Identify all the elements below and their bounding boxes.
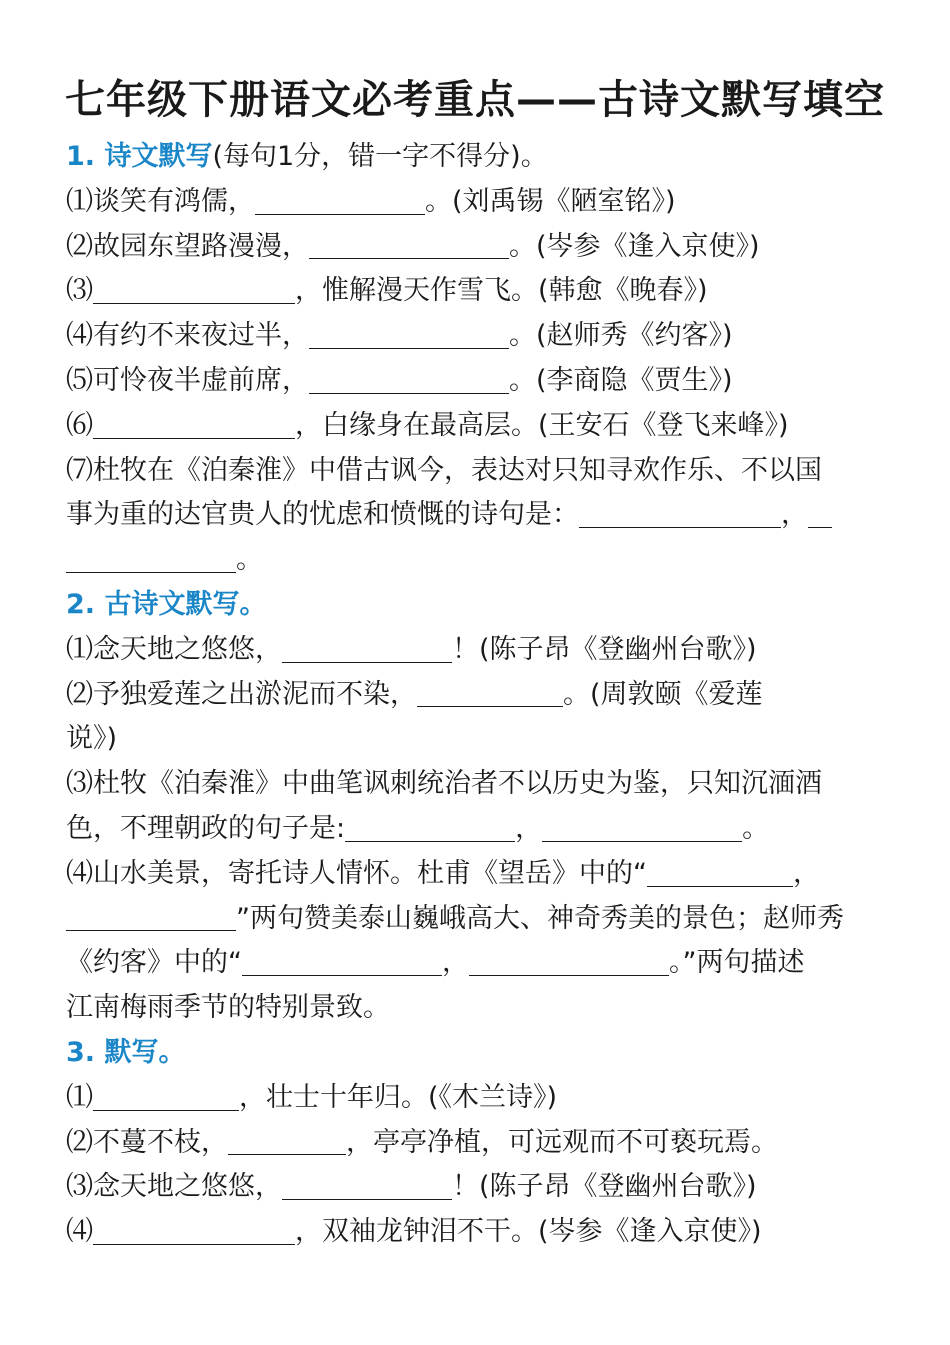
question-text: ！(陈子昂《登幽州台歌》) (452, 633, 757, 665)
question-number: ⑵ (66, 1126, 93, 1158)
question-text: 。(周敦颐《爱莲 (563, 678, 763, 710)
separator: ， (442, 947, 469, 979)
question-text: 说》) (66, 723, 118, 755)
question-item (66, 359, 888, 404)
answer-blank[interactable] (345, 812, 515, 841)
question-item-continued (66, 493, 888, 538)
page-title: 七年级下册语文必考重点——古诗文默写填空 (65, 77, 885, 123)
question-number: ⑵ (66, 230, 93, 262)
answer-blank[interactable] (93, 1081, 239, 1110)
question-number: ⑶ (66, 275, 93, 307)
worksheet-content (66, 135, 888, 1255)
question-item-continued (66, 807, 888, 852)
question-text: ，亭亭净植，可远观而不可亵玩焉。 (346, 1126, 778, 1158)
question-item (66, 762, 888, 807)
question-text: 谈笑有鸿儒， (93, 185, 255, 217)
section-heading (66, 583, 888, 628)
question-item (66, 1076, 888, 1121)
question-text: 。 (236, 544, 263, 576)
question-text: 不蔓不枝， (93, 1126, 228, 1158)
question-text: 念天地之悠悠， (93, 633, 282, 665)
question-text: 山水美景，寄托诗人情怀。杜甫《望岳》中的“ (93, 857, 647, 889)
question-text: 事为重的达官贵人的忧虑和愤慨的诗句是： (66, 499, 579, 531)
question-item (66, 1121, 888, 1166)
section-heading (66, 1031, 888, 1076)
question-number: ⑴ (66, 1081, 93, 1113)
answer-blank[interactable] (309, 320, 509, 349)
question-number: ⑴ (66, 185, 93, 217)
question-text: 色，不理朝政的句子是: (66, 812, 346, 844)
question-item (66, 180, 888, 225)
section-heading (66, 135, 888, 180)
question-text: 。(赵师秀《约客》) (509, 320, 733, 352)
section-title: 2. 古诗文默写。 (66, 588, 267, 620)
question-item-continued (66, 986, 888, 1031)
answer-blank[interactable] (66, 902, 236, 931)
answer-blank[interactable] (417, 678, 563, 707)
answer-blank[interactable] (93, 1216, 295, 1245)
question-text: 故园东望路漫漫， (93, 230, 309, 262)
answer-blank[interactable] (469, 947, 669, 976)
question-text: ，双袖龙钟泪不干。(岑参《逢入京使》) (295, 1216, 762, 1248)
question-item-continued (66, 941, 888, 986)
question-text: 。(岑参《逢入京使》) (509, 230, 760, 262)
question-item-continued (66, 538, 888, 583)
answer-blank[interactable] (93, 275, 295, 304)
answer-blank[interactable] (282, 633, 452, 662)
section-title: 3. 默写。 (66, 1036, 186, 1068)
question-text: 有约不来夜过半， (93, 320, 309, 352)
question-item (66, 1165, 888, 1210)
answer-blank[interactable] (282, 1171, 452, 1200)
answer-blank[interactable] (255, 185, 425, 214)
question-item (66, 673, 888, 718)
question-text: ！(陈子昂《登幽州台歌》) (452, 1171, 757, 1203)
question-text: 《约客》中的“ (66, 947, 242, 979)
question-text: 。 (742, 812, 770, 844)
question-text: 可怜夜半虚前席， (93, 364, 309, 396)
question-text: 予独爱莲之出淤泥而不染， (93, 678, 417, 710)
question-text: ，白缘身在最高层。(王安石《登飞来峰》) (295, 409, 789, 441)
section-note: (每句1分，错一字不得分)。 (212, 141, 548, 172)
answer-blank[interactable] (647, 857, 793, 886)
question-text: 。(李商隐《贾生》) (509, 364, 733, 396)
separator: ， (793, 857, 820, 889)
question-text: ”两句赞美泰山巍峨高大、神奇秀美的景色；赵师秀 (236, 902, 844, 934)
question-number: ⑺ (66, 454, 93, 486)
answer-blank[interactable] (242, 947, 442, 976)
question-number: ⑸ (66, 364, 93, 396)
question-number: ⑵ (66, 678, 93, 710)
question-text: 。(刘禹锡《陋室铭》) (425, 185, 676, 217)
question-text: 杜牧在《泊秦淮》中借古讽今，表达对只知寻欢作乐、不以国 (93, 454, 822, 486)
question-text: 杜牧《泊秦淮》中曲笔讽刺统治者不以历史为鉴，只知沉湎酒 (93, 768, 822, 800)
question-item (66, 314, 888, 359)
section-title: 1. 诗文默写 (66, 141, 213, 172)
separator: ， (781, 499, 808, 531)
question-item (66, 449, 888, 494)
question-text: ，壮士十年归。(《木兰诗》) (239, 1081, 558, 1113)
answer-blank[interactable] (808, 499, 832, 528)
question-item (66, 1210, 888, 1255)
question-item-continued (66, 897, 888, 942)
question-number: ⑶ (66, 768, 93, 800)
separator: ， (515, 812, 543, 844)
question-item-continued (66, 717, 888, 762)
question-number: ⑹ (66, 409, 93, 441)
question-text: 江南梅雨季节的特别景致。 (66, 992, 390, 1024)
question-text: ，惟解漫天作雪飞。(韩愈《晚春》) (295, 275, 708, 307)
question-number: ⑶ (66, 1171, 93, 1203)
answer-blank[interactable] (542, 812, 742, 841)
question-number: ⑷ (66, 857, 93, 889)
question-item (66, 852, 888, 897)
answer-blank[interactable] (93, 409, 295, 438)
question-item (66, 404, 888, 449)
question-number: ⑷ (66, 1216, 93, 1248)
question-text: 。”两句描述 (669, 947, 805, 979)
question-item (66, 225, 888, 270)
answer-blank[interactable] (579, 499, 781, 528)
question-item (66, 628, 888, 673)
question-number: ⑴ (66, 633, 93, 665)
answer-blank[interactable] (309, 365, 509, 394)
question-text: 念天地之悠悠， (93, 1171, 282, 1203)
answer-blank[interactable] (309, 230, 509, 259)
question-number: ⑷ (66, 320, 93, 352)
answer-blank[interactable] (228, 1126, 346, 1155)
answer-blank[interactable] (66, 544, 236, 573)
question-item (66, 269, 888, 314)
